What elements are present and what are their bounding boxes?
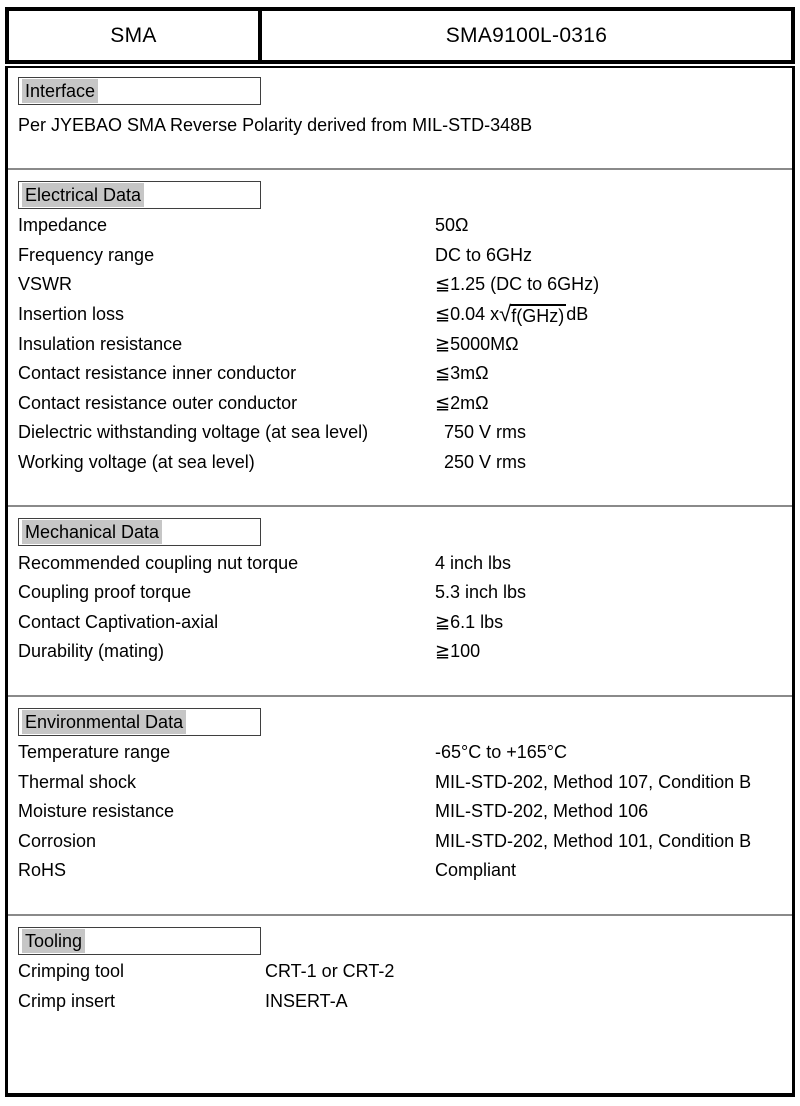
spec-sheet-body [5, 66, 795, 1097]
section-interface [18, 77, 782, 140]
section-divider [8, 168, 792, 170]
spec-row [18, 241, 782, 271]
spec-value: ≧100 [435, 641, 481, 662]
spec-label: Thermal shock [18, 771, 137, 792]
spec-label: VSWR [18, 274, 72, 295]
spec-value: -65°C to +165°C [435, 742, 567, 763]
section-title-box [18, 77, 261, 105]
spec-value: 5.3 inch lbs [435, 582, 527, 603]
section-note: Per JYEBAO SMA Reverse Polarity derived from MIL-STD-348B [18, 114, 533, 135]
section-divider [8, 695, 792, 697]
spec-value: ≦1.25 (DC to 6GHz) [435, 274, 600, 295]
spec-label: Temperature range [18, 742, 171, 763]
spec-value: ≦3mΩ [435, 363, 489, 384]
spec-row [18, 797, 782, 827]
spec-label: Contact resistance inner conductor [18, 363, 297, 384]
section-environmental-data [18, 708, 782, 886]
series-name: SMA [110, 23, 157, 47]
spec-rows [18, 548, 782, 666]
spec-row [18, 767, 782, 797]
spec-value: ≧6.1 lbs [435, 611, 504, 632]
spec-label: Impedance [18, 215, 108, 236]
spec-row [18, 329, 782, 359]
spec-value: ≧5000MΩ [435, 333, 519, 354]
section-electrical-data [18, 181, 782, 477]
spec-label: Moisture resistance [18, 801, 175, 822]
spec-label: Durability (mating) [18, 641, 165, 662]
spec-value: ≦2mΩ [435, 392, 489, 413]
section-title: Mechanical Data [22, 520, 162, 544]
spec-row [18, 211, 782, 241]
spec-row [18, 389, 782, 419]
section-title-box [18, 708, 261, 736]
spec-value: 750 V rms [444, 422, 527, 443]
spec-label: Coupling proof torque [18, 582, 192, 603]
spec-value: 50Ω [435, 215, 469, 236]
section-mechanical-data [18, 518, 782, 666]
spec-row [18, 608, 782, 638]
spec-label: Corrosion [18, 830, 97, 851]
spec-value: MIL-STD-202, Method 107, Condition B [435, 771, 752, 792]
spec-row [18, 578, 782, 608]
spec-rows [18, 957, 782, 1016]
spec-row [18, 448, 782, 478]
spec-rows [18, 211, 782, 477]
sections-container [18, 77, 782, 1016]
spec-row [18, 300, 782, 330]
section-title-box [18, 927, 261, 955]
section-title-box [18, 518, 261, 546]
spec-label: Working voltage (at sea level) [18, 452, 255, 473]
spec-value [435, 300, 589, 327]
spec-value: CRT-1 or CRT-2 [265, 960, 395, 981]
part-number: SMA9100L-0316 [445, 23, 608, 47]
spec-value: 250 V rms [444, 452, 527, 473]
spec-label: Dielectric withstanding voltage (at sea level) [18, 422, 369, 443]
sqrt-radicand: f(GHz) [511, 306, 565, 327]
spec-label: Recommended coupling nut torque [18, 552, 299, 573]
spec-label: Insulation resistance [18, 333, 183, 354]
spec-value: MIL-STD-202, Method 101, Condition B [435, 830, 752, 851]
spec-row [18, 637, 782, 667]
formula-suffix: dB [566, 304, 589, 325]
spec-value: MIL-STD-202, Method 106 [435, 801, 649, 822]
spec-label: Frequency range [18, 244, 155, 265]
spec-rows [18, 738, 782, 886]
section-title-box [18, 181, 261, 209]
spec-label: Contact resistance outer conductor [18, 392, 298, 413]
section-tooling [18, 927, 782, 1016]
spec-row [18, 957, 782, 987]
spec-row [18, 986, 782, 1016]
sqrt-radical-sign: √ [499, 300, 511, 326]
part-number-header [5, 7, 795, 64]
spec-row [18, 827, 782, 857]
spec-label: Crimping tool [18, 960, 125, 981]
spec-row [18, 856, 782, 886]
spec-label: Crimp insert [18, 990, 116, 1011]
spec-label: Contact Captivation-axial [18, 611, 219, 632]
section-title: Environmental Data [22, 710, 186, 734]
spec-row [18, 359, 782, 389]
spec-row [18, 738, 782, 768]
spec-row [18, 548, 782, 578]
spec-value: DC to 6GHz [435, 244, 533, 265]
spec-value: INSERT-A [265, 990, 348, 1011]
spec-value: 4 inch lbs [435, 552, 512, 573]
spec-label: Insertion loss [18, 304, 125, 325]
spec-row [18, 418, 782, 448]
section-divider [8, 505, 792, 507]
spec-label: RoHS [18, 860, 67, 881]
section-title: Interface [22, 79, 98, 103]
section-divider [8, 914, 792, 916]
section-title: Electrical Data [22, 183, 144, 207]
formula-prefix: ≦0.04 x [435, 304, 500, 325]
spec-value: Compliant [435, 860, 517, 881]
section-title: Tooling [22, 929, 85, 953]
spec-row [18, 270, 782, 300]
